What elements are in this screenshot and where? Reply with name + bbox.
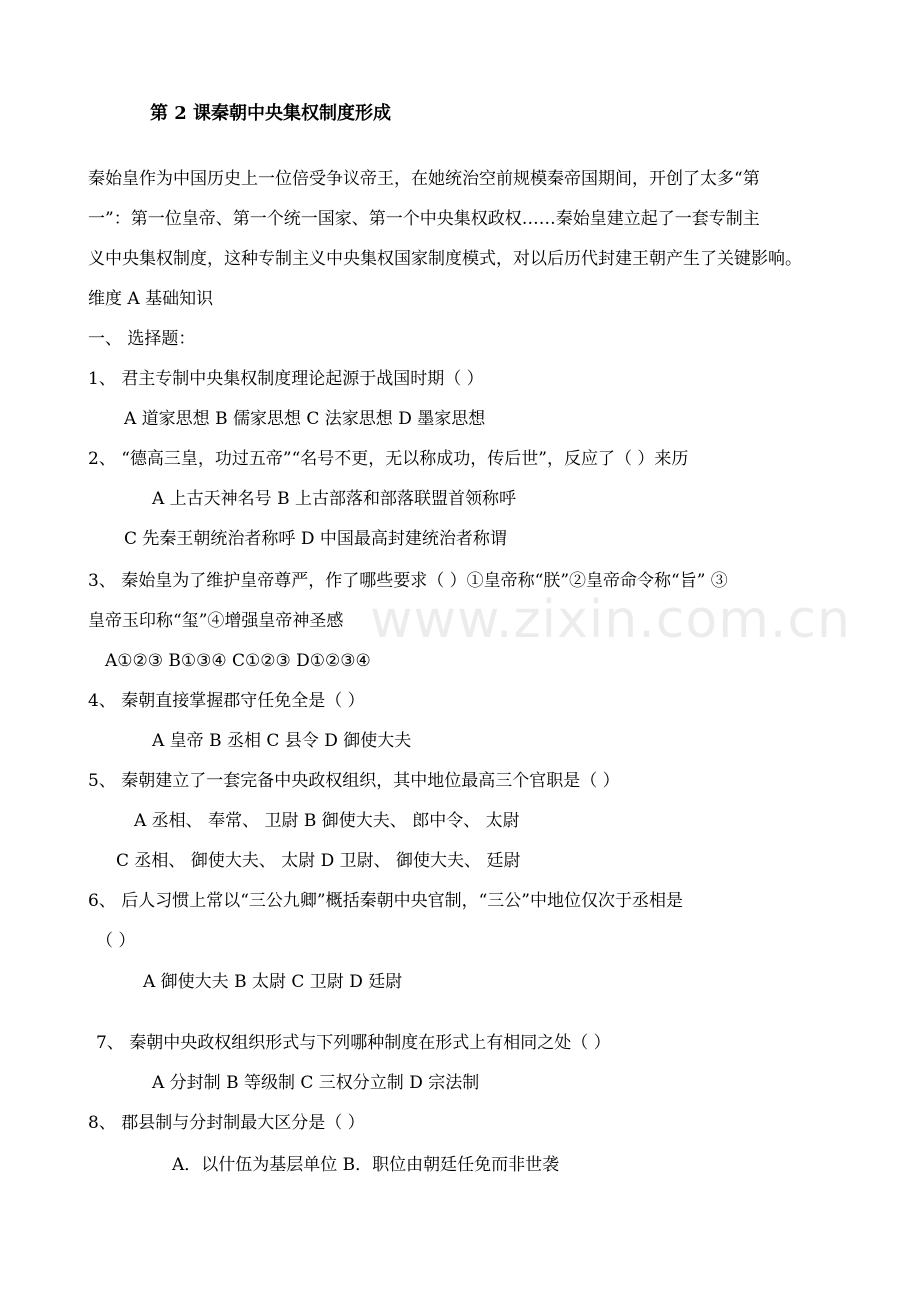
question-8: 8、 郡县制与分封制最大区分是（ ） bbox=[88, 1113, 365, 1133]
intro-line-2: 一”：第一位皇帝、第一个统一国家、第一个中央集权政权……秦始皇建立起了一套专制主 bbox=[88, 209, 760, 229]
question-7: 7、 秦朝中央政权组织形式与下列哪种制度在形式上有相同之处（ ） bbox=[96, 1033, 611, 1053]
intro-line-3: 义中央集权制度，这种专制主义中央集权国家制度模式，对以后历代封建王朝产生了关键影响。 bbox=[88, 249, 802, 269]
page-title: 第 2 课秦朝中央集权制度形成 bbox=[150, 103, 392, 124]
question-7-options: A 分封制 B 等级制 C 三权分立制 D 宗法制 bbox=[152, 1073, 480, 1093]
question-5: 5、 秦朝建立了一套完备中央政权组织，其中地位最高三个官职是（ ） bbox=[88, 771, 620, 791]
section-heading: 维度 A 基础知识 bbox=[88, 289, 214, 309]
question-4: 4、 秦朝直接掌握郡守任免全是（ ） bbox=[88, 691, 365, 711]
question-3-options: A①②③ B①③④ C①②③ D①②③④ bbox=[105, 651, 371, 671]
question-1-options: A 道家思想 B 儒家思想 C 法家思想 D 墨家思想 bbox=[124, 409, 486, 429]
question-4-options: A 皇帝 B 丞相 C 县令 D 御使大夫 bbox=[152, 731, 412, 751]
question-5-options-ab: A 丞相、 奉常、 卫尉 B 御使大夫、 郎中令、 太尉 bbox=[134, 811, 520, 831]
question-2-options-cd: C 先秦王朝统治者称呼 D 中国最高封建统治者称谓 bbox=[124, 529, 507, 549]
question-5-options-cd: C 丞相、 御使大夫、 太尉 D 卫尉、 御使大夫、 廷尉 bbox=[116, 851, 521, 871]
question-3-cont: 皇帝玉印称“玺”④增强皇帝神圣感 bbox=[88, 611, 344, 631]
intro-line-1: 秦始皇作为中国历史上一位倍受争议帝王，在她统治空前规模秦帝国期间，开创了太多“第 bbox=[88, 169, 760, 189]
question-1: 1、 君主专制中央集权制度理论起源于战国时期（ ） bbox=[88, 369, 484, 389]
question-6: 6、 后人习惯上常以“三公九卿”概括秦朝中央官制，“三公”中地位仅次于丞相是 bbox=[88, 891, 683, 911]
question-3: 3、 秦始皇为了维护皇帝尊严，作了哪些要求（ ）①皇帝称“朕”②皇帝命令称“旨” ③ bbox=[88, 571, 728, 591]
question-6-options: A 御使大夫 B 太尉 C 卫尉 D 廷尉 bbox=[143, 972, 403, 992]
watermark: www.zixin.com.cn bbox=[370, 590, 851, 650]
question-6-cont: （ ） bbox=[96, 931, 136, 951]
question-2: 2、 “德高三皇，功过五帝”“名号不更，无以称成功，传后世”，反应了（ ）来历 bbox=[88, 449, 689, 469]
question-8-options: A．以什伍为基层单位 B．职位由朝廷任免而非世袭 bbox=[172, 1155, 560, 1175]
question-2-options-ab: A 上古天神名号 B 上古部落和部落联盟首领称呼 bbox=[152, 489, 516, 509]
subsection-heading: 一、 选择题： bbox=[88, 329, 196, 349]
